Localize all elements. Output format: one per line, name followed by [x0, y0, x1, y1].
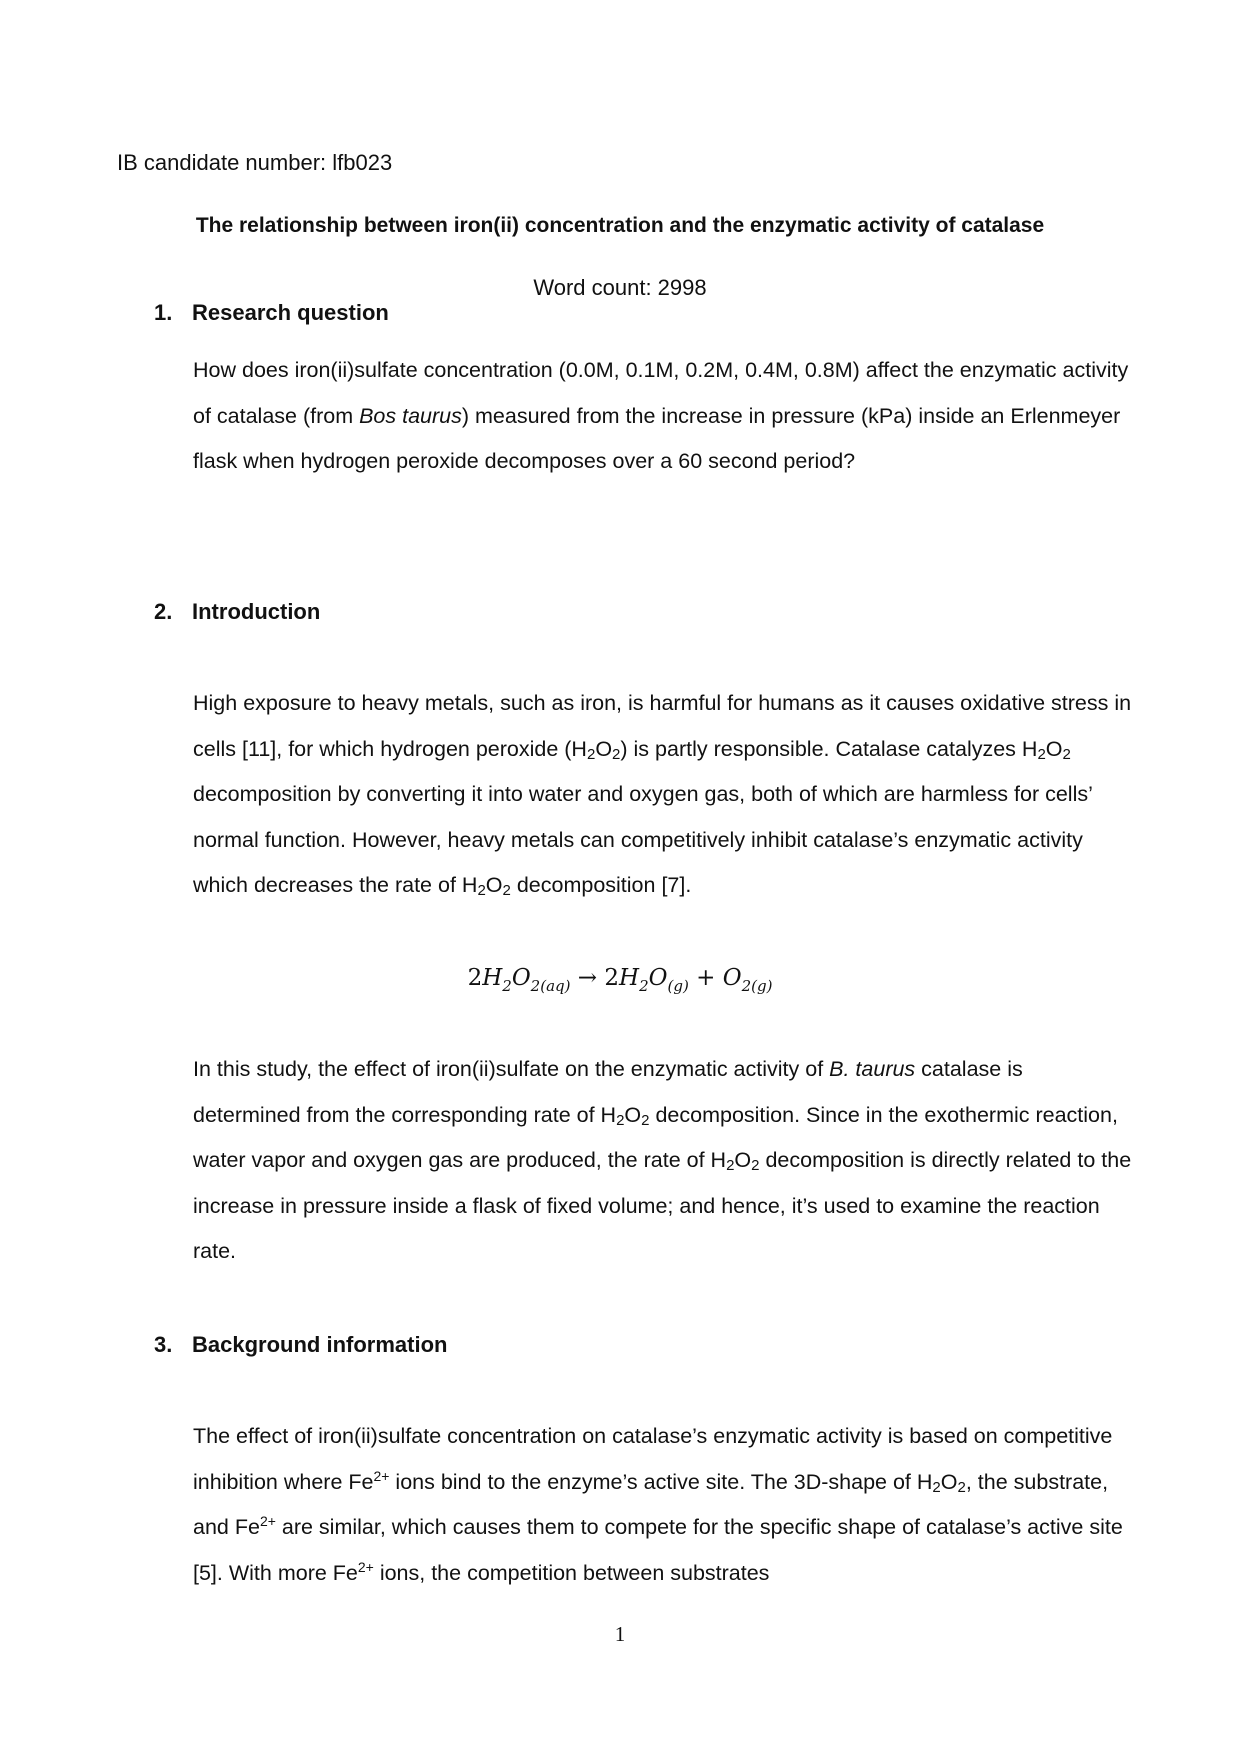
- subscript: 2: [502, 977, 512, 995]
- text-run: ) measured from the increase in pressure (kPa) inside an Erlenmeyer flask when hydrogen peroxide decomposes over a 60 second period?: [193, 403, 1121, 473]
- superscript: 2+: [373, 1467, 390, 1484]
- introduction-paragraph-2: [193, 1047, 1133, 1275]
- background-paragraph: [193, 1414, 1133, 1596]
- text-run: How does iron(ii)sulfate concentration (0.0M, 0.1M, 0.2M, 0.4M, 0.8M) affect the enzymatic activity of catalase (from: [193, 358, 1129, 428]
- chemical-equation: [0, 958, 1240, 1006]
- text-run: ions bind to the enzyme’s active site. The 3D-shape of H: [389, 1469, 933, 1494]
- subscript: 2: [586, 745, 596, 763]
- text-run: ) is partly responsible. Catalase catalyzes H: [620, 736, 1038, 761]
- species-name: B. taurus: [829, 1057, 916, 1081]
- subscript: 2: [1062, 745, 1071, 763]
- subscript: 2: [639, 977, 649, 995]
- text-run: decomposition. Since in the exothermic reaction, water vapor and oxygen gas are produced, the rate of H: [193, 1102, 1118, 1172]
- reaction-arrow: →: [577, 965, 598, 991]
- symbol: O: [648, 965, 668, 991]
- text-run: O: [734, 1148, 752, 1172]
- text-run: O: [1045, 736, 1063, 761]
- subscript: 2: [957, 1478, 966, 1496]
- coefficient: 2: [604, 965, 620, 991]
- text-run: The effect of iron(ii)sulfate concentration on catalase’s enzymatic activity is based on competitive inhibition where Fe: [193, 1424, 1113, 1494]
- superscript: 2+: [259, 1513, 276, 1529]
- subscript: 2: [502, 882, 511, 899]
- text-run: decomposition is directly related to the increase in pressure inside a flask of fixed volume; and hence, it’s used to examine the reaction rate.: [193, 1148, 1132, 1263]
- section-title: Background information: [192, 1332, 448, 1357]
- superscript: 2+: [357, 1558, 374, 1575]
- text-run: decomposition [7].: [510, 873, 692, 897]
- subscript: 2: [477, 882, 486, 899]
- state-label: (aq): [540, 977, 571, 995]
- symbol: H: [482, 965, 503, 991]
- text-run: High exposure to heavy metals, such as iron, is harmful for humans as it causes oxidative stress in cells [11], for which hydrogen peroxide (H: [193, 691, 1132, 761]
- symbol: O: [722, 965, 742, 991]
- text-run: O: [595, 736, 613, 761]
- section-heading-background: [154, 1330, 447, 1360]
- text-run: ions, the competition between substrates: [373, 1560, 770, 1585]
- candidate-number: IB candidate number: lfb023: [117, 150, 393, 175]
- text-run: , the substrate, and Fe: [193, 1469, 1109, 1539]
- text-run: O: [940, 1469, 958, 1494]
- word-count: Word count: 2998: [533, 275, 707, 300]
- plus-sign: +: [696, 965, 716, 991]
- subscript: 2: [726, 1157, 735, 1174]
- subscript: 2: [530, 977, 541, 995]
- text-run: O: [624, 1102, 642, 1127]
- subscript: 2: [1037, 745, 1046, 763]
- research-question-paragraph: [193, 348, 1133, 485]
- subscript: 2: [641, 1111, 650, 1129]
- text-run: decomposition by converting it into water and oxygen gas, both of which are harmless for cells’ normal function. However, heavy metals can competitively inhibit catalase’s enzymatic activity which decreases the rate of H: [193, 782, 1093, 897]
- species-name: Bos taurus: [359, 403, 462, 428]
- text-run: In this study, the effect of iron(ii)sulfate on the enzymatic activity of: [193, 1057, 830, 1081]
- subscript: 2: [932, 1478, 941, 1496]
- text-run: are similar, which causes them to compete for the specific shape of catalase’s active site [5]. With more Fe: [193, 1515, 1123, 1585]
- state-label: (g): [751, 977, 773, 995]
- state-label: (g): [667, 977, 689, 995]
- subscript: 2: [751, 1157, 760, 1174]
- section-number: 1.: [154, 300, 173, 325]
- section-number: 2.: [154, 599, 173, 624]
- section-number: 3.: [154, 1332, 173, 1357]
- symbol: H: [619, 965, 640, 991]
- subscript: 2: [741, 977, 752, 995]
- document-title: The relationship between iron(ii) concentration and the enzymatic activity of catalase: [195, 214, 1045, 237]
- coefficient: 2: [467, 965, 483, 991]
- section-title: Research question: [192, 300, 389, 325]
- subscript: 2: [616, 1111, 625, 1129]
- page-number: 1: [614, 1622, 626, 1646]
- text-run: catalase is determined from the corresponding rate of H: [193, 1057, 1023, 1127]
- symbol: O: [511, 965, 531, 991]
- section-heading-research-question: [154, 298, 389, 328]
- subscript: 2: [612, 745, 621, 763]
- introduction-paragraph-1: [193, 681, 1133, 909]
- section-heading-introduction: [154, 597, 320, 627]
- text-run: O: [485, 873, 503, 897]
- section-title: Introduction: [192, 599, 321, 624]
